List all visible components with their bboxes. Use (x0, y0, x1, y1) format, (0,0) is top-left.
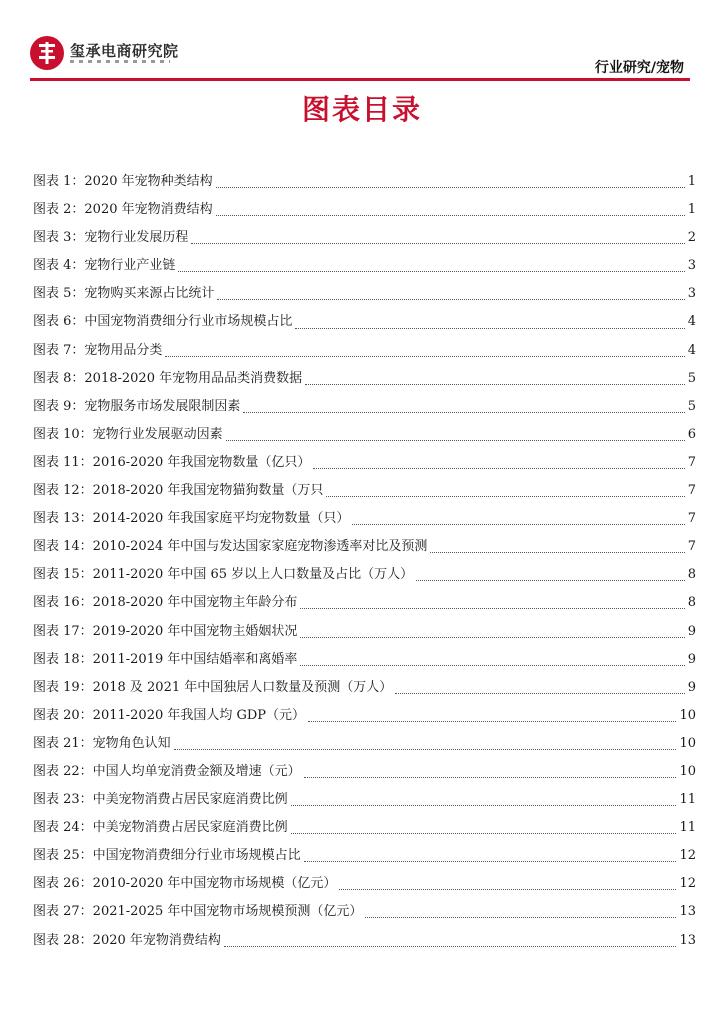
toc-entry-page: 5 (687, 398, 696, 414)
header-divider (30, 78, 690, 81)
toc-entry-page: 7 (687, 539, 696, 555)
toc-entry-label: 图表 10：宠物行业发展驱动因素 (33, 426, 223, 442)
toc-entry-page: 10 (679, 735, 696, 751)
toc-entry-label: 图表 24：中美宠物消费占居民家庭消费比例 (33, 820, 288, 836)
toc-entry-page: 10 (679, 763, 696, 779)
toc-entry[interactable] (33, 252, 696, 280)
toc-dot-leader (300, 636, 684, 638)
toc-entry-label: 图表 23：中美宠物消费占居民家庭消费比例 (33, 792, 288, 808)
org-name: 玺承电商研究院 (70, 42, 179, 60)
toc-dot-leader (352, 523, 684, 525)
toc-entry[interactable] (33, 477, 696, 505)
toc-entry-label: 图表 28：2020 年宠物消费结构 (33, 932, 221, 948)
toc-entry[interactable] (33, 927, 696, 955)
toc-dot-leader (313, 467, 684, 469)
toc-dot-leader (191, 242, 684, 244)
toc-dot-leader (291, 804, 677, 806)
toc-entry-label: 图表 12：2018-2020 年我国宠物猫狗数量（万只 (33, 483, 324, 499)
toc-dot-leader (305, 383, 685, 385)
toc-entry[interactable] (33, 449, 696, 477)
toc-entry-label: 图表 25：中国宠物消费细分行业市场规模占比 (33, 848, 301, 864)
toc-entry[interactable] (33, 533, 696, 561)
toc-entry-page: 9 (687, 679, 696, 695)
toc-dot-leader (308, 720, 676, 722)
company-logo-icon (30, 36, 64, 70)
toc-entry-page: 11 (679, 792, 696, 808)
toc-entry[interactable] (33, 758, 696, 786)
toc-entry-label: 图表 17：2019-2020 年中国宠物主婚姻状况 (33, 623, 298, 639)
toc-dot-leader (300, 607, 684, 609)
toc-entry-page: 10 (679, 707, 696, 723)
toc-entry[interactable] (33, 646, 696, 674)
toc-entry-page: 7 (687, 454, 696, 470)
toc-entry-label: 图表 19：2018 及 2021 年中国独居人口数量及预测（万人） (33, 679, 393, 695)
toc-entry-page: 1 (687, 202, 696, 218)
toc-entry-page: 7 (687, 483, 696, 499)
toc-dot-leader (216, 214, 685, 216)
toc-entry-page: 12 (679, 848, 696, 864)
toc-entry-page: 12 (679, 876, 696, 892)
toc-entry-label: 图表 13：2014-2020 年我国家庭平均宠物数量（只） (33, 511, 350, 527)
toc-entry-page: 13 (679, 932, 696, 948)
toc-dot-leader (224, 945, 677, 947)
toc-entry-label: 图表 9：宠物服务市场发展限制因素 (33, 398, 241, 414)
toc-dot-leader (326, 495, 684, 497)
toc-entry[interactable] (33, 842, 696, 870)
toc-dot-leader (365, 916, 676, 918)
toc-entry[interactable] (33, 196, 696, 224)
toc-entry-page: 9 (687, 623, 696, 639)
org-subtitle-decoration (70, 60, 170, 63)
toc-entry-label: 图表 7：宠物用品分类 (33, 342, 163, 358)
toc-entry-page: 4 (687, 314, 696, 330)
toc-entry-page: 8 (687, 595, 696, 611)
toc-entry-page: 5 (687, 370, 696, 386)
toc-dot-leader (291, 832, 677, 834)
toc-entry[interactable] (33, 365, 696, 393)
toc-entry-page: 6 (687, 426, 696, 442)
toc-dot-leader (178, 270, 684, 272)
page-header (0, 0, 724, 90)
toc-entry-page: 13 (679, 904, 696, 920)
toc-entry-label: 图表 14：2010-2024 年中国与发达国家家庭宠物渗透率对比及预测 (33, 539, 428, 555)
toc-entry[interactable] (33, 786, 696, 814)
toc-entry-page: 11 (679, 820, 696, 836)
toc-entry[interactable] (33, 814, 696, 842)
toc-dot-leader (243, 411, 684, 413)
toc-entry-label: 图表 6：中国宠物消费细分行业市场规模占比 (33, 314, 293, 330)
toc-entry-page: 4 (687, 342, 696, 358)
toc-entry[interactable] (33, 730, 696, 758)
toc-dot-leader (339, 888, 676, 890)
toc-entry-label: 图表 11：2016-2020 年我国宠物数量（亿只） (33, 454, 311, 470)
toc-entry-label: 图表 16：2018-2020 年中国宠物主年龄分布 (33, 595, 298, 611)
toc-entry[interactable] (33, 393, 696, 421)
toc-entry-page: 1 (687, 174, 696, 189)
toc-entry-label: 图表 5：宠物购买来源占比统计 (33, 286, 215, 302)
section-label: 行业研究/宠物 (594, 60, 684, 76)
toc-entry[interactable] (33, 702, 696, 730)
toc-entry-page: 3 (687, 258, 696, 274)
toc-dot-leader (165, 355, 684, 357)
toc-dot-leader (430, 551, 684, 553)
toc-entry[interactable] (33, 561, 696, 589)
toc-dot-leader (395, 692, 684, 694)
toc-dot-leader (416, 579, 685, 581)
figure-table-of-contents (33, 168, 696, 955)
toc-dot-leader (217, 298, 684, 300)
toc-entry[interactable] (33, 421, 696, 449)
toc-entry[interactable] (33, 674, 696, 702)
toc-dot-leader (216, 186, 685, 188)
toc-entry-page: 3 (687, 286, 696, 302)
toc-entry-label: 图表 27：2021-2025 年中国宠物市场规模预测（亿元） (33, 904, 363, 920)
toc-entry-page: 7 (687, 511, 696, 527)
toc-dot-leader (300, 664, 684, 666)
toc-dot-leader (295, 327, 684, 329)
toc-entry-page: 8 (687, 567, 696, 583)
toc-dot-leader (174, 748, 677, 750)
page-title: 图表目录 (301, 93, 422, 126)
toc-entry[interactable] (33, 308, 696, 336)
toc-entry[interactable] (33, 337, 696, 365)
toc-entry[interactable] (33, 870, 696, 898)
toc-entry-label: 图表 18：2011-2019 年中国结婚率和离婚率 (33, 651, 298, 667)
toc-entry-label: 图表 20：2011-2020 年我国人均 GDP（元） (33, 707, 306, 723)
toc-dot-leader (304, 860, 677, 862)
toc-entry[interactable] (33, 168, 696, 196)
toc-entry-label: 图表 4：宠物行业产业链 (33, 258, 176, 274)
toc-entry-label: 图表 15：2011-2020 年中国 65 岁以上人口数量及占比（万人） (33, 567, 414, 583)
toc-entry[interactable] (33, 280, 696, 308)
toc-entry-label: 图表 22：中国人均单宠消费金额及增速（元） (33, 763, 301, 779)
toc-entry[interactable] (33, 224, 696, 252)
toc-entry[interactable] (33, 505, 696, 533)
toc-entry[interactable] (33, 618, 696, 646)
toc-entry-label: 图表 2：2020 年宠物消费结构 (33, 202, 213, 218)
toc-entry-label: 图表 3：宠物行业发展历程 (33, 230, 189, 246)
toc-entry[interactable] (33, 898, 696, 926)
toc-entry-label: 图表 8：2018-2020 年宠物用品品类消费数据 (33, 370, 303, 386)
toc-entry-page: 9 (687, 651, 696, 667)
toc-entry-label: 图表 21：宠物角色认知 (33, 735, 171, 751)
toc-entry[interactable] (33, 589, 696, 617)
toc-entry-page: 2 (687, 230, 696, 246)
toc-dot-leader (304, 776, 677, 778)
toc-entry-label: 图表 26：2010-2020 年中国宠物市场规模（亿元） (33, 876, 337, 892)
toc-dot-leader (226, 439, 685, 441)
toc-entry-label: 图表 1：2020 年宠物种类结构 (33, 174, 213, 189)
